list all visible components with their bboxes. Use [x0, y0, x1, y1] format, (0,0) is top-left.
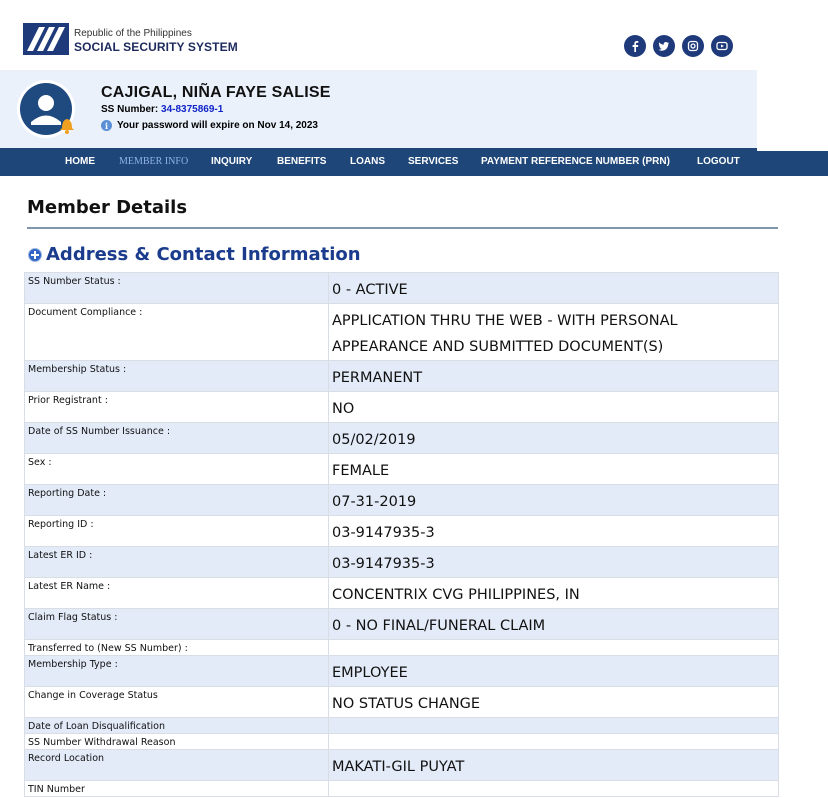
detail-label: Latest ER Name : [25, 578, 329, 609]
password-notice [101, 120, 318, 131]
youtube-icon[interactable] [711, 35, 733, 57]
nav-edge [757, 148, 828, 151]
detail-label: Document Compliance : [25, 304, 329, 361]
nav-benefits[interactable]: BENEFITS [277, 156, 327, 167]
detail-label: Prior Registrant : [25, 392, 329, 423]
detail-label: Transferred to (New SS Number) : [25, 640, 329, 656]
nav-loans[interactable]: LOANS [350, 156, 385, 167]
table-row [25, 273, 779, 304]
detail-label: Membership Status : [25, 361, 329, 392]
detail-value: 0 - NO FINAL/FUNERAL CLAIM [329, 609, 779, 640]
detail-label: SS Number Status : [25, 273, 329, 304]
detail-label: Sex : [25, 454, 329, 485]
detail-value: 03-9147935-3 [329, 547, 779, 578]
table-row [25, 640, 779, 656]
detail-label: Membership Type : [25, 656, 329, 687]
nav-inquiry[interactable]: INQUIRY [211, 156, 253, 167]
detail-value: NO STATUS CHANGE [329, 687, 779, 718]
member-name: CAJIGAL, NIÑA FAYE SALISE [101, 84, 331, 101]
main-nav [0, 148, 828, 176]
detail-value: CONCENTRIX CVG PHILIPPINES, IN [329, 578, 779, 609]
twitter-icon[interactable] [653, 35, 675, 57]
avatar[interactable] [16, 79, 76, 139]
detail-value: NO [329, 392, 779, 423]
detail-label: TIN Number [25, 781, 329, 797]
table-row [25, 656, 779, 687]
top-header [0, 0, 828, 70]
detail-label: SS Number Withdrawal Reason [25, 734, 329, 750]
detail-value [329, 781, 779, 797]
info-icon: i [101, 120, 112, 131]
ss-number-line [101, 104, 223, 115]
detail-label: Record Location [25, 750, 329, 781]
table-row [25, 578, 779, 609]
detail-value: EMPLOYEE [329, 656, 779, 687]
detail-value [329, 734, 779, 750]
section-header[interactable] [28, 244, 361, 265]
table-row [25, 423, 779, 454]
table-row [25, 781, 779, 797]
detail-label: Change in Coverage Status [25, 687, 329, 718]
detail-value [329, 640, 779, 656]
table-row [25, 750, 779, 781]
password-notice-text: Your password will expire on Nov 14, 2023 [117, 120, 318, 131]
nav-logout[interactable]: LOGOUT [697, 156, 740, 167]
nav-home[interactable]: HOME [65, 156, 95, 167]
detail-label: Latest ER ID : [25, 547, 329, 578]
detail-value: APPLICATION THRU THE WEB - WITH PERSONAL APPEARANCE AND SUBMITTED DOCUMENT(S) [329, 304, 779, 361]
sss-logo [23, 23, 69, 55]
member-details-table [24, 272, 779, 797]
table-row [25, 547, 779, 578]
table-row [25, 516, 779, 547]
expand-icon[interactable] [28, 248, 42, 262]
table-row [25, 734, 779, 750]
social-links [624, 35, 733, 57]
org-name [74, 29, 238, 53]
table-row [25, 718, 779, 734]
facebook-icon[interactable] [624, 35, 646, 57]
org-line2: SOCIAL SECURITY SYSTEM [74, 40, 238, 54]
detail-value: MAKATI-GIL PUYAT [329, 750, 779, 781]
table-row [25, 392, 779, 423]
detail-value: PERMANENT [329, 361, 779, 392]
detail-label: Reporting Date : [25, 485, 329, 516]
ss-number-value: 34-8375869-1 [161, 104, 224, 115]
table-row [25, 687, 779, 718]
nav-prn[interactable]: PAYMENT REFERENCE NUMBER (PRN) [481, 156, 670, 167]
detail-label: Claim Flag Status : [25, 609, 329, 640]
table-row [25, 304, 779, 361]
table-row [25, 609, 779, 640]
detail-label: Date of SS Number Issuance : [25, 423, 329, 454]
page-title: Member Details [27, 197, 188, 218]
detail-value: 05/02/2019 [329, 423, 779, 454]
nav-services[interactable]: SERVICES [408, 156, 459, 167]
ss-number-label: SS Number: [101, 104, 159, 115]
instagram-icon[interactable] [682, 35, 704, 57]
org-line1: Republic of the Philippines [74, 28, 192, 39]
section-title: Address & Contact Information [46, 244, 361, 265]
detail-value [329, 718, 779, 734]
detail-value: 0 - ACTIVE [329, 273, 779, 304]
detail-value: 07-31-2019 [329, 485, 779, 516]
nav-member-info[interactable]: MEMBER INFO [119, 156, 189, 167]
detail-label: Reporting ID : [25, 516, 329, 547]
table-row [25, 454, 779, 485]
detail-value: 03-9147935-3 [329, 516, 779, 547]
table-row [25, 485, 779, 516]
title-divider [27, 227, 778, 229]
table-row [25, 361, 779, 392]
detail-value: FEMALE [329, 454, 779, 485]
detail-label: Date of Loan Disqualification [25, 718, 329, 734]
